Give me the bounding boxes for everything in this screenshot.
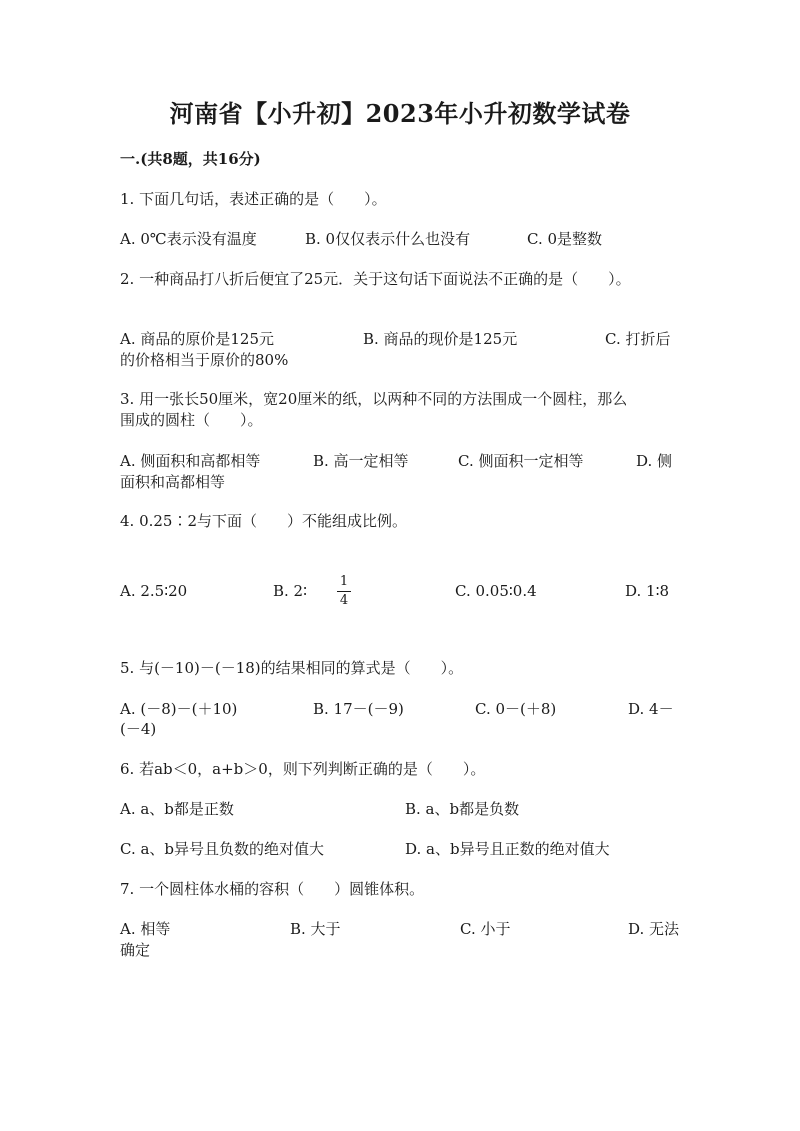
question-7-option-a: A. 相等 xyxy=(120,920,171,938)
question-4-stem: 4. 0.25∶2与下面（ ）不能组成比例。 xyxy=(120,512,408,530)
question-2-option-b: B. 商品的现价是125元 xyxy=(363,330,518,348)
question-6-stem: 6. 若ab＜0，a+b＞0，则下列判断正确的是（ ）。 xyxy=(120,760,486,778)
question-6-option-a: A. a、b都是正数 xyxy=(120,800,234,818)
question-3-option-d-continued: 面积和高都相等 xyxy=(120,473,226,491)
question-3-option-b: B. 高一定相等 xyxy=(313,452,409,470)
question-5-option-d: D. 4－ xyxy=(628,700,674,718)
page-title: 河南省【小升初】2023年小升初数学试卷 xyxy=(169,99,631,128)
question-2-option-c: C. 打折后 xyxy=(605,330,671,348)
question-3-option-c: C. 侧面积一定相等 xyxy=(458,452,584,470)
question-4-option-c: C. 0.05∶0.4 xyxy=(455,582,537,600)
question-3-stem-line-2: 围成的圆柱（ ）。 xyxy=(120,411,263,429)
question-7-option-d: D. 无法 xyxy=(628,920,680,938)
question-3-option-d: D. 侧 xyxy=(636,452,673,470)
question-6-option-c: C. a、b异号且负数的绝对值大 xyxy=(120,840,325,858)
question-7-option-c: C. 小于 xyxy=(460,920,511,938)
question-6-option-b: B. a、b都是负数 xyxy=(405,800,520,818)
question-2-option-a: A. 商品的原价是125元 xyxy=(120,330,274,348)
question-5-option-c: C. 0－(＋8) xyxy=(475,700,557,718)
question-4-option-d: D. 1∶8 xyxy=(625,582,670,600)
question-2-option-c-continued: 的价格相当于原价的80% xyxy=(120,351,289,369)
question-5-option-d-continued: (－4) xyxy=(120,720,157,738)
question-5-option-a: A. (－8)－(＋10) xyxy=(120,700,238,718)
question-7-option-d-continued: 确定 xyxy=(120,941,151,959)
question-5-option-b: B. 17－(－9) xyxy=(313,700,404,718)
question-4-option-b-fraction xyxy=(337,574,351,609)
question-4-option-a: A. 2.5∶20 xyxy=(120,582,188,600)
question-4-option-b: B. 2∶ xyxy=(273,582,308,600)
section-heading: 一.(共8题，共16分) xyxy=(120,150,261,168)
fraction-denominator: 4 xyxy=(339,593,349,608)
question-7-stem: 7. 一个圆柱体水桶的容积（ ）圆锥体积。 xyxy=(120,880,425,898)
question-1-option-c: C. 0是整数 xyxy=(527,230,603,248)
question-3-option-a: A. 侧面积和高都相等 xyxy=(120,452,261,470)
question-6-option-d: D. a、b异号且正数的绝对值大 xyxy=(405,840,610,858)
question-1-stem: 1. 下面几句话，表述正确的是（ ）。 xyxy=(120,190,387,208)
question-7-option-b: B. 大于 xyxy=(290,920,341,938)
question-2-stem: 2. 一种商品打八折后便宜了25元．关于这句话下面说法不正确的是（ ）。 xyxy=(120,270,631,288)
question-3-stem-line-1: 3. 用一张长50厘米，宽20厘米的纸，以两种不同的方法围成一个圆柱，那么 xyxy=(120,390,628,408)
question-5-stem: 5. 与(－10)－(－18)的结果相同的算式是（ ）。 xyxy=(120,659,464,677)
question-1-option-a: A. 0℃表示没有温度 xyxy=(120,230,257,248)
fraction-numerator: 1 xyxy=(337,574,351,592)
question-1-option-b: B. 0仅仅表示什么也没有 xyxy=(305,230,471,248)
